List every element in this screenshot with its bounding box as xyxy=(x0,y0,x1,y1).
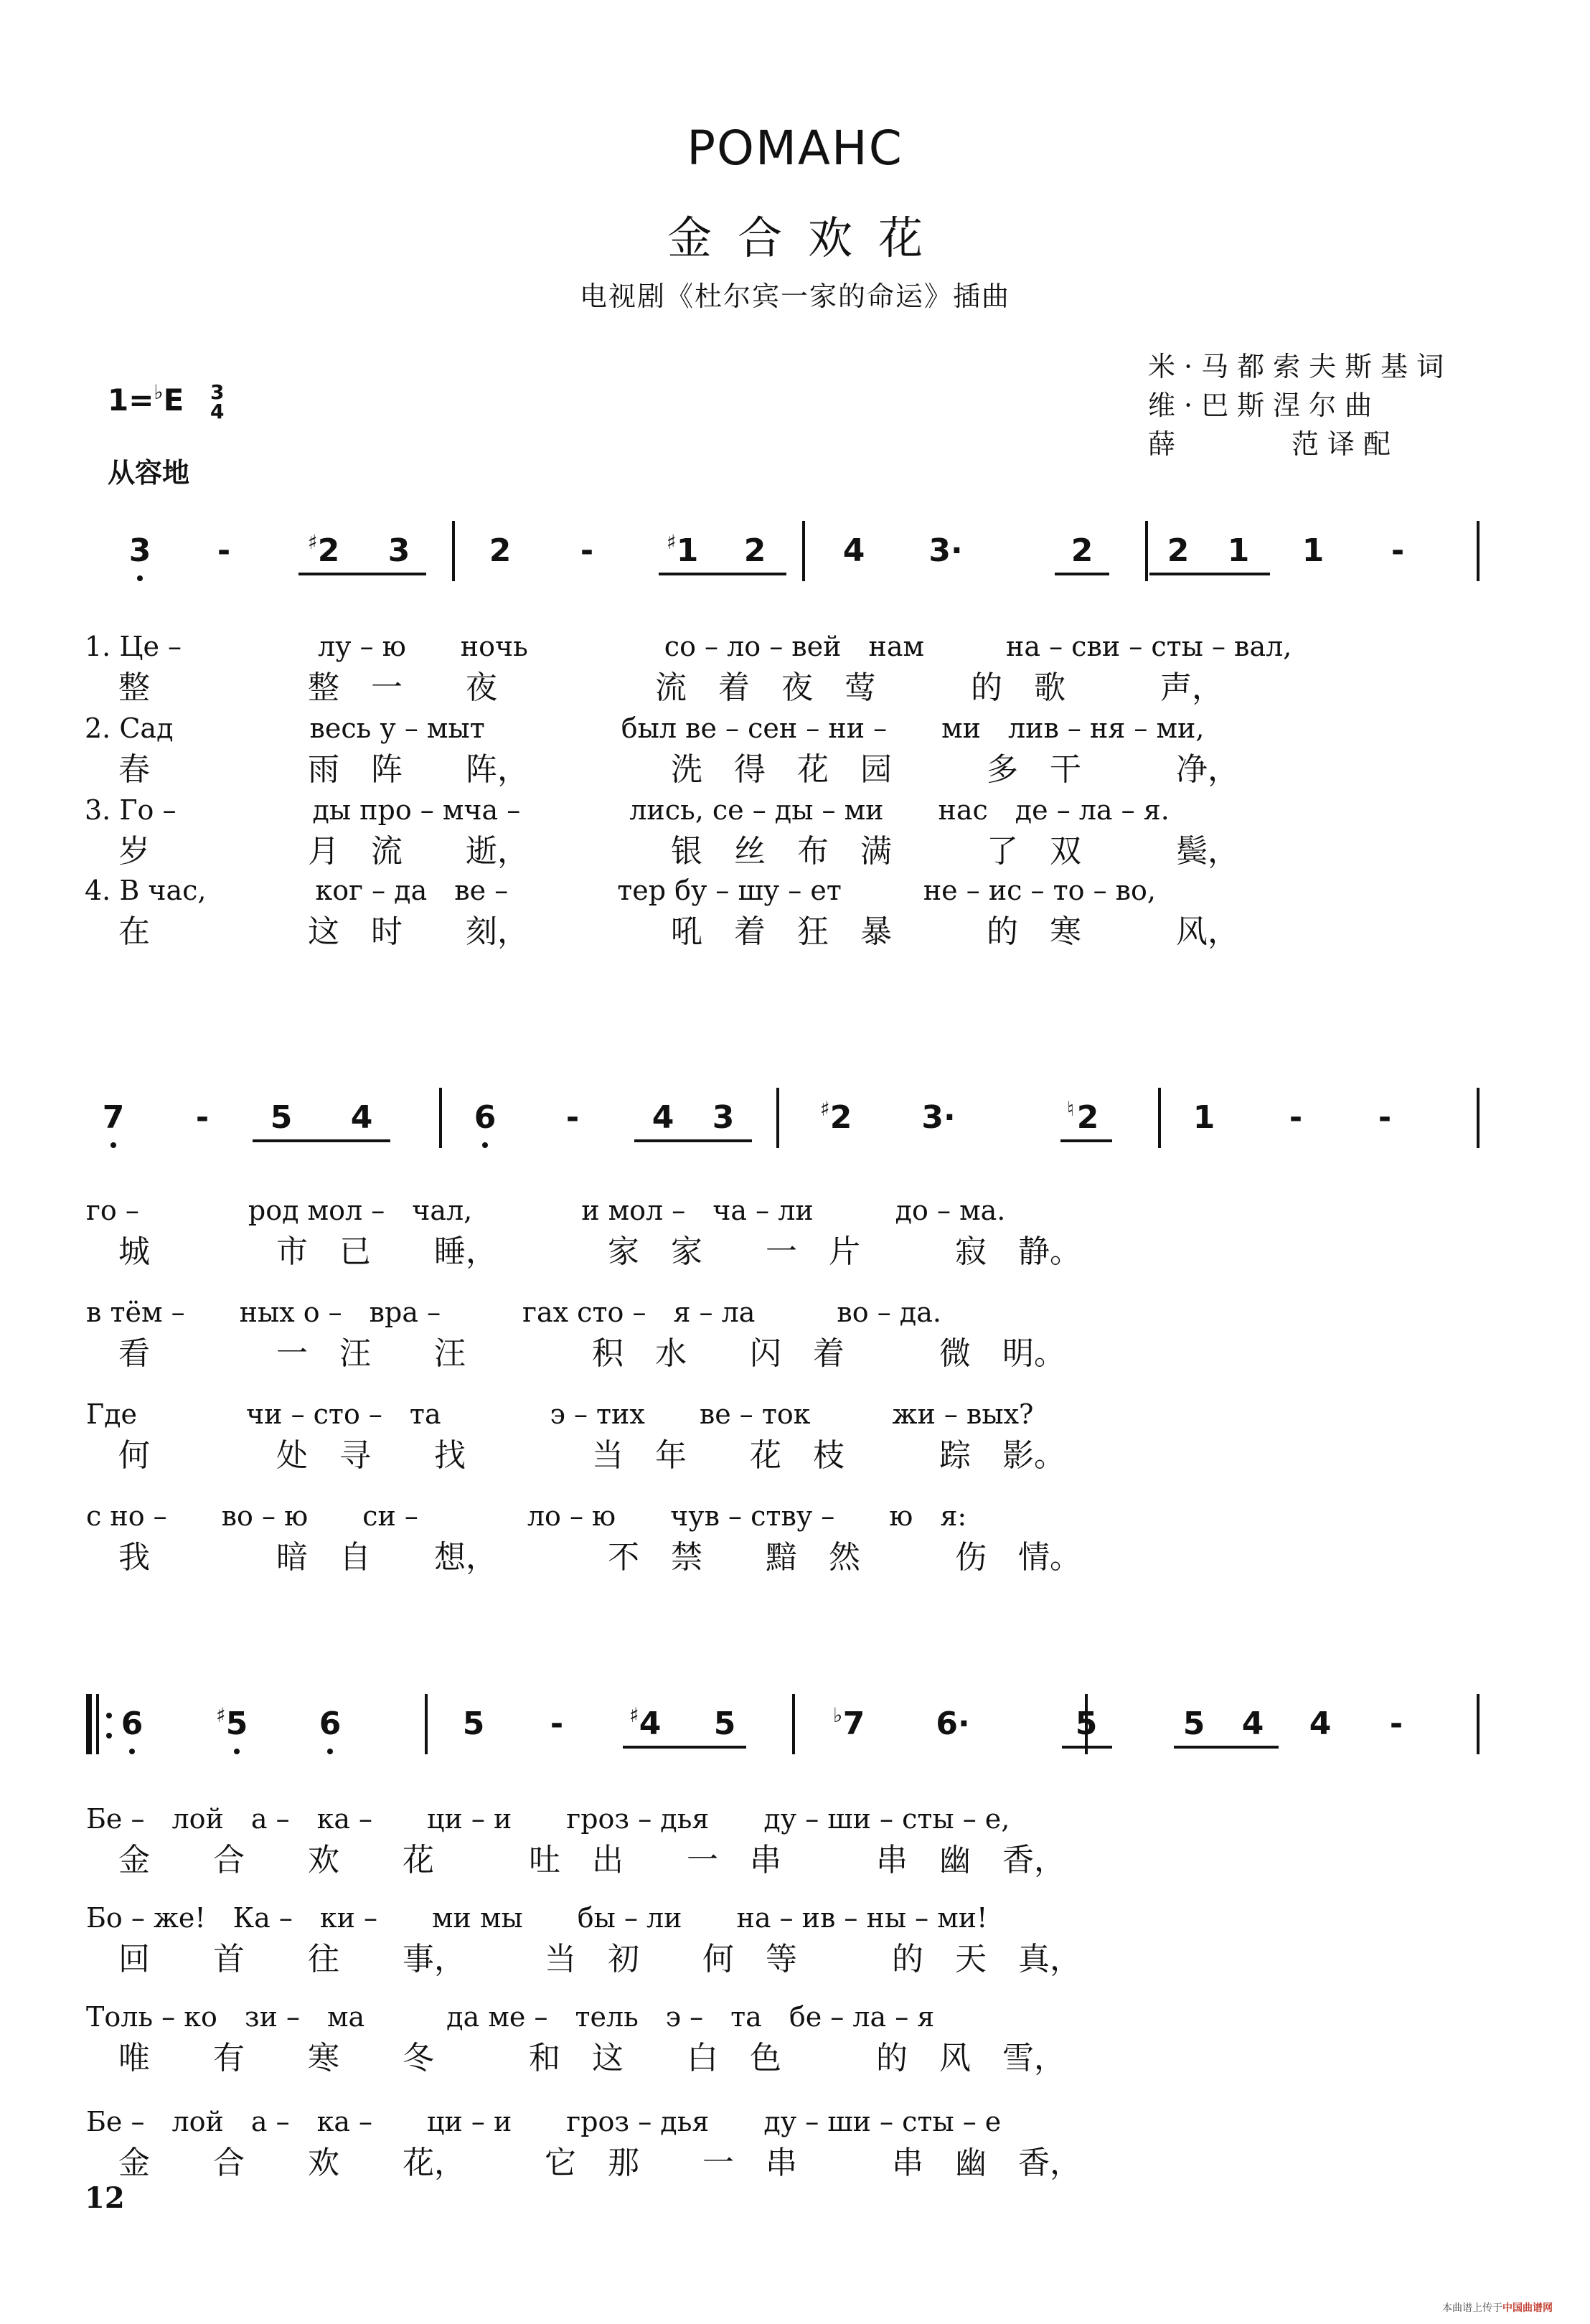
note xyxy=(212,1704,262,1744)
bar-line xyxy=(1477,521,1480,581)
footer-site: 中国曲谱网 xyxy=(1502,2302,1553,2314)
note-value: 5 xyxy=(225,1706,248,1742)
note-value: 4 xyxy=(350,1099,373,1136)
note-value: 5 xyxy=(713,1706,736,1742)
lyric-line-russian: Где чи – сто – та э – тих ве – ток жи – вых? xyxy=(86,1398,1034,1430)
lyric-line-russian: 2. Сад весь у – мыт был ве – сен – ни – ми лив – ня – ми, xyxy=(85,712,1205,744)
song-title-russian: РОМАНС xyxy=(687,121,903,176)
note xyxy=(1371,1704,1421,1744)
note xyxy=(305,1704,355,1744)
note-value: - xyxy=(565,1099,580,1136)
bar-line xyxy=(1158,1088,1161,1148)
note xyxy=(374,531,424,571)
note xyxy=(921,531,971,571)
repeat-bar-line xyxy=(86,1694,92,1754)
lyric-line-chinese: 春 雨 阵 阵， 洗 得 花 园 多 干 净， xyxy=(118,751,1239,788)
note-value: 6 xyxy=(319,1706,342,1742)
note-value: 1 xyxy=(1192,1099,1215,1136)
note xyxy=(730,531,780,571)
note-value: 4 xyxy=(1241,1706,1264,1742)
credit-lyricist: 米·马都索夫斯基词 xyxy=(1148,351,1453,382)
lyric-line-russian: го – род мол – чал, и мол – ча – ли до – ма. xyxy=(86,1195,1006,1226)
lyric-line-russian: Бе – лой а – ка – ци – и гроз – дья ду – ши – сты – е, xyxy=(86,1803,1010,1835)
note-value: 5 xyxy=(1182,1706,1205,1742)
note-value: 4 xyxy=(639,1706,662,1742)
note xyxy=(662,531,712,571)
beam-underline xyxy=(253,1139,390,1142)
footer-credit xyxy=(1442,2300,1553,2315)
beam-underline xyxy=(623,1746,746,1749)
note-value: 4 xyxy=(1309,1706,1332,1742)
key-letter: E xyxy=(163,382,184,418)
bar-line xyxy=(776,1088,779,1148)
note-value: - xyxy=(1289,1099,1303,1136)
note-value: 6· xyxy=(936,1706,970,1742)
time-signature-top: 3 xyxy=(210,380,225,404)
note xyxy=(1169,1704,1219,1744)
tempo-marking: 从容地 xyxy=(108,456,190,489)
note-value: 5 xyxy=(1075,1706,1098,1742)
lyric-line-russian: Бо – же! Ка – ки – ми мы бы – ли на – ив – ны – ми! xyxy=(86,1902,988,1934)
beam-underline xyxy=(634,1139,752,1142)
lyric-line-chinese: 金 合 欢 花 吐 出 一 串 串 幽 香， xyxy=(118,1842,1066,1878)
accidental-sign: ♯ xyxy=(216,1703,226,1727)
lyric-line-chinese: 岁 月 流 逝， 银 丝 布 满 了 双 鬓， xyxy=(118,833,1239,870)
note xyxy=(547,1098,598,1138)
key-prefix: 1= xyxy=(108,382,154,418)
note xyxy=(1373,531,1423,571)
note-value: 7 xyxy=(102,1099,125,1136)
bar-line xyxy=(1477,1088,1480,1148)
note xyxy=(562,531,612,571)
note-value: 5 xyxy=(462,1706,485,1742)
note-value: - xyxy=(217,532,231,569)
bar-line xyxy=(1145,521,1148,581)
beam-underline xyxy=(1062,1746,1112,1749)
note-value: 2 xyxy=(1167,532,1190,569)
note xyxy=(1228,1704,1278,1744)
credit-composer: 维·巴斯涅尔曲 xyxy=(1148,390,1381,421)
page-number: 12 xyxy=(85,2181,125,2215)
note-value: 1 xyxy=(676,532,699,569)
note xyxy=(304,531,354,571)
accidental-sign: ♮ xyxy=(1067,1097,1075,1121)
note-value: 5 xyxy=(270,1099,293,1136)
note xyxy=(1295,1704,1345,1744)
note xyxy=(115,531,165,571)
note-value: - xyxy=(195,1099,210,1136)
note-value: 2 xyxy=(829,1099,852,1136)
note xyxy=(638,1098,688,1138)
footer-text: 本曲谱上传于 xyxy=(1442,2302,1502,2314)
beam-underline xyxy=(1060,1139,1112,1142)
note xyxy=(475,531,525,571)
note xyxy=(625,1704,675,1744)
note-value: 2 xyxy=(743,532,766,569)
note xyxy=(337,1098,387,1138)
note xyxy=(829,1704,879,1744)
lyric-line-chinese: 看 一 汪 汪 积 水 闪 着 微 明。 xyxy=(118,1335,1066,1372)
song-subtitle: 电视剧《杜尔宾一家的命运》插曲 xyxy=(579,281,1010,312)
lyric-line-chinese: 金 合 欢 花， 它 那 一 串 串 幽 香， xyxy=(118,2145,1081,2181)
lyric-line-russian: с но – во – ю си – ло – ю чув – ству – ю я: xyxy=(86,1500,967,1532)
note xyxy=(1153,531,1203,571)
lyric-line-chinese: 唯 有 寒 冬 和 这 白 色 的 风 雪， xyxy=(118,2040,1066,2076)
note-value: - xyxy=(580,532,594,569)
low-octave-dot xyxy=(234,1749,240,1754)
lyric-line-russian: в тём – ных о – вра – гах сто – я – ла во – да. xyxy=(86,1297,941,1328)
lyric-line-chinese: 回 首 往 事， 当 初 何 等 的 天 真， xyxy=(118,1941,1081,1977)
note-value: 4 xyxy=(651,1099,674,1136)
bar-line xyxy=(425,1694,428,1754)
key-signature xyxy=(108,380,224,421)
accidental-sign: ♯ xyxy=(667,530,677,554)
bar-line xyxy=(439,1088,442,1148)
note-value: 3 xyxy=(387,532,410,569)
beam-underline xyxy=(298,573,426,575)
lyric-line-russian: Бе – лой а – ка – ци – и гроз – дья ду – ши – сты – е xyxy=(86,2106,1002,2137)
lyric-line-chinese: 何 处 寻 找 当 年 花 枝 踪 影。 xyxy=(118,1437,1066,1474)
note xyxy=(177,1098,227,1138)
lyric-line-russian: 1. Це – лу – ю ночь со – ло – вей нам на – сви – сты – вал, xyxy=(85,631,1292,662)
low-octave-dot xyxy=(137,575,143,581)
note xyxy=(816,1098,866,1138)
low-octave-dot xyxy=(110,1142,116,1148)
lyric-line-russian: 3. Го – ды про – мча – лись, се – ды – ми нас де – ла – я. xyxy=(85,794,1170,826)
lyric-line-chinese: 我 暗 自 想， 不 禁 黯 然 伤 情。 xyxy=(118,1539,1081,1576)
bar-line xyxy=(452,521,455,581)
song-title-chinese: 金合欢花 xyxy=(667,212,949,264)
repeat-bar-line xyxy=(96,1694,99,1754)
note-value: - xyxy=(550,1706,564,1742)
credit-translator: 薛 范译配 xyxy=(1148,428,1400,460)
note xyxy=(1061,1704,1111,1744)
time-signature xyxy=(210,380,225,423)
note xyxy=(1063,1098,1113,1138)
low-octave-dot xyxy=(482,1142,488,1148)
time-signature-bottom: 4 xyxy=(210,399,225,423)
note-value: - xyxy=(1391,532,1405,569)
note xyxy=(107,1704,157,1744)
note xyxy=(88,1098,138,1138)
note xyxy=(1179,1098,1229,1138)
note xyxy=(829,531,879,571)
note xyxy=(448,1704,499,1744)
bar-line xyxy=(792,1694,795,1754)
note-value: 2 xyxy=(317,532,340,569)
note-value: 6 xyxy=(121,1706,144,1742)
note-value: 3 xyxy=(712,1099,735,1136)
note-value: 3· xyxy=(928,532,963,569)
beam-underline xyxy=(1149,573,1270,575)
lyric-line-russian: Толь – ко зи – ма да ме – тель э – та бе – ла – я xyxy=(86,2001,935,2033)
lyric-line-chinese: 城 市 已 睡， 家 家 一 片 寂 静。 xyxy=(118,1233,1081,1270)
accidental-sign: ♯ xyxy=(629,1703,639,1727)
note xyxy=(913,1098,964,1138)
note xyxy=(1360,1098,1410,1138)
note-value: - xyxy=(1389,1706,1403,1742)
note-value: 3· xyxy=(921,1099,956,1136)
note xyxy=(698,1098,748,1138)
low-octave-dot xyxy=(327,1749,333,1754)
note-value: 2 xyxy=(1076,1099,1099,1136)
note-value: 4 xyxy=(842,532,865,569)
note xyxy=(460,1098,510,1138)
bar-line xyxy=(802,521,805,581)
note xyxy=(928,1704,978,1744)
note xyxy=(256,1098,306,1138)
note-value: 7 xyxy=(842,1706,865,1742)
note xyxy=(1057,531,1107,571)
beam-underline xyxy=(659,573,786,575)
note xyxy=(1271,1098,1321,1138)
bar-line xyxy=(1477,1694,1480,1754)
beam-underline xyxy=(1174,1746,1279,1749)
note xyxy=(700,1704,750,1744)
key-flat-sign: ♭ xyxy=(154,380,164,404)
note xyxy=(1213,531,1264,571)
note-value: 6 xyxy=(474,1099,497,1136)
beam-underline xyxy=(1055,573,1109,575)
note xyxy=(532,1704,582,1744)
accidental-sign: ♯ xyxy=(308,530,318,554)
lyric-line-russian: 4. В час, ког – да ве – тер бу – шу – ет не – ис – то – во, xyxy=(85,875,1157,906)
note-value: 1 xyxy=(1302,532,1325,569)
note xyxy=(199,531,249,571)
accidental-sign: ♯ xyxy=(820,1097,830,1121)
lyric-line-chinese: 整 整 一 夜 流 着 夜 莺 的 歌 声， xyxy=(118,669,1223,706)
note xyxy=(1288,531,1338,571)
note-value: 2 xyxy=(1071,532,1093,569)
note-value: 2 xyxy=(489,532,512,569)
low-octave-dot xyxy=(129,1749,135,1754)
note-value: 3 xyxy=(128,532,151,569)
lyric-line-chinese: 在 这 时 刻， 吼 着 狂 暴 的 寒 风， xyxy=(118,913,1239,950)
note-value: 1 xyxy=(1227,532,1250,569)
accidental-sign: ♭ xyxy=(833,1703,843,1727)
note-value: - xyxy=(1378,1099,1392,1136)
